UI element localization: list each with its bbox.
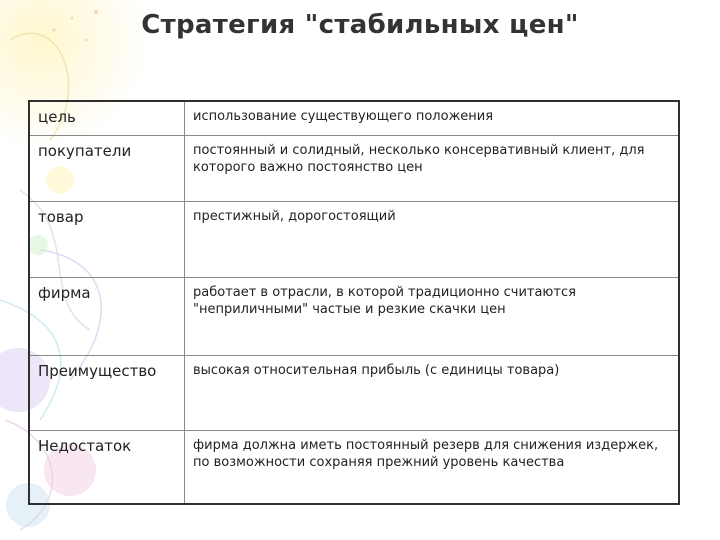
row-value: престижный, дорогостоящий xyxy=(185,201,680,277)
row-label: цель xyxy=(29,101,185,135)
row-value: работает в отрасли, в которой традиционно считаются "неприличными" частые и резкие скачки цен xyxy=(185,277,680,355)
row-label: покупатели xyxy=(29,135,185,201)
row-label: Преимущество xyxy=(29,355,185,430)
row-label: Недостаток xyxy=(29,430,185,504)
row-value: постоянный и солидный, несколько консервативный клиент, для которого важно постоянство цен xyxy=(185,135,680,201)
slide-title: Стратегия "стабильных цен" xyxy=(141,10,579,40)
table-row xyxy=(29,201,679,277)
table-row xyxy=(29,430,679,504)
table-row xyxy=(29,277,679,355)
row-value: использование существующего положения xyxy=(185,101,680,135)
table-row xyxy=(29,101,679,135)
row-label: фирма xyxy=(29,277,185,355)
strategy-table xyxy=(28,100,680,505)
row-value: фирма должна иметь постоянный резерв для снижения издержек, по возможности сохраняя прежний уровень качества xyxy=(185,430,680,504)
table-row xyxy=(29,135,679,201)
table-row xyxy=(29,355,679,430)
row-label: товар xyxy=(29,201,185,277)
row-value: высокая относительная прибыль (с единицы товара) xyxy=(185,355,680,430)
